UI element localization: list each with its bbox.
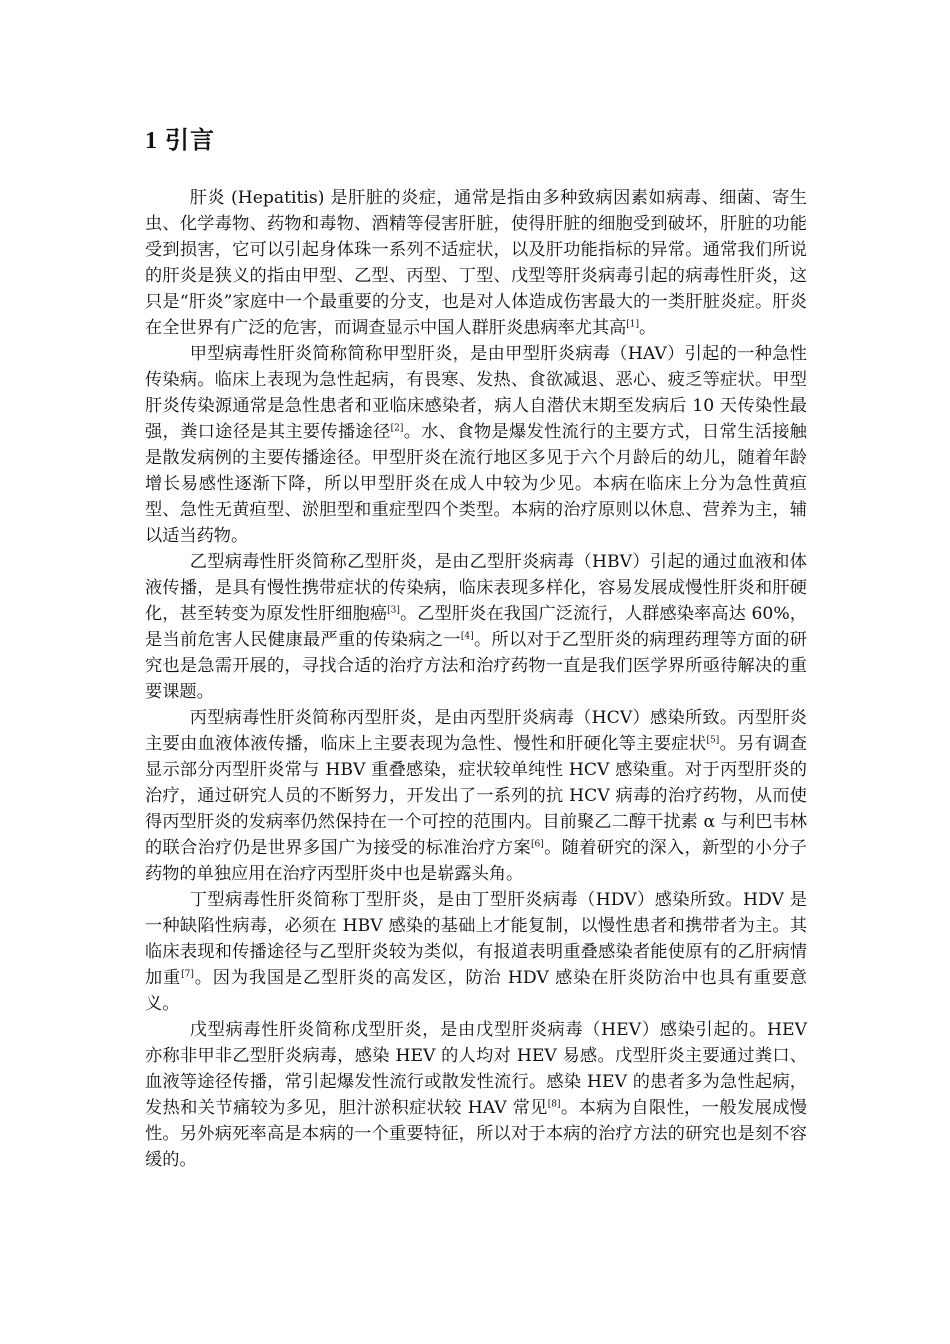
paragraph-hepatitis-overview bbox=[145, 185, 807, 341]
paragraph-text: 。另有调查显示部分丙型肝炎常与 HBV 重叠感染，症状较单纯性 HCV 感染重。对于丙型肝炎的治疗，通过研究人员的不断努力，开发出了一系列的抗 HCV 病毒的治疗药物，从而使得丙型肝炎的发病率仍然保持在一个可控的范围内。目前聚乙二醇干扰素 α 与利巴韦林的联合治疗仍是世界多国广为接受的标准治疗方案 bbox=[145, 734, 807, 858]
paragraph-hepatitis-a bbox=[145, 341, 807, 549]
citation-ref: [5] bbox=[706, 735, 720, 746]
paragraph-text: 戊型病毒性肝炎简称戊型肝炎，是由戊型肝炎病毒（HEV）感染引起的。HEV 亦称非甲非乙型肝炎病毒，感染 HEV 的人均对 HEV 易感。戊型肝炎主要通过粪口、血液等途径传播，常引起爆发性流行或散发性流行。感染 HEV 的患者多为急性起病，发热和关节痛较为多见，胆汁淤积症状较 HAV 常见 bbox=[145, 1020, 807, 1118]
citation-ref: [1] bbox=[626, 319, 640, 330]
paragraph-text: 。因为我国是乙型肝炎的高发区，防治 HDV 感染在肝炎防治中也具有重要意义。 bbox=[145, 968, 807, 1014]
citation-ref: [3] bbox=[387, 605, 400, 616]
paragraph-text: 丙型病毒性肝炎简称丙型肝炎，是由丙型肝炎病毒（HCV）感染所致。丙型肝炎主要由血液体液传播，临床上主要表现为急性、慢性和肝硬化等主要症状 bbox=[145, 708, 807, 754]
paragraph-hepatitis-d bbox=[145, 887, 807, 1017]
paragraph-hepatitis-e bbox=[145, 1017, 807, 1173]
paragraph-text: 。水、食物是爆发性流行的主要方式，日常生活接触是散发病例的主要传播途径。甲型肝炎在流行地区多见于六个月龄后的幼儿，随着年龄增长易感性逐渐下降，所以甲型肝炎在成人中较为少见。本病在临床上分为急性黄疸型、急性无黄疸型、淤胆型和重症型四个类型。本病的治疗原则以休息、营养为主，辅以适当药物。 bbox=[145, 422, 807, 546]
section-heading: 1 引言 bbox=[145, 128, 215, 154]
citation-ref: [7] bbox=[181, 969, 194, 980]
paragraph-text: 甲型病毒性肝炎简称简称甲型肝炎，是由甲型肝炎病毒（HAV）引起的一种急性传染病。临床上表现为急性起病，有畏寒、发热、食欲减退、恶心、疲乏等症状。甲型肝炎传染源通常是急性患者和亚临床感染者，病人自潜伏末期至发病后 10 天传染性最强，粪口途径是其主要传播途径 bbox=[145, 344, 807, 442]
paragraph-text: 。随着研究的深入，新型的小分子药物的单独应用在治疗丙型肝炎中也是崭露头角。 bbox=[145, 838, 807, 884]
citation-ref: [2] bbox=[390, 423, 404, 434]
paragraph-text: 。本病为自限性，一般发展成慢性。另外病死率高是本病的一个重要特征，所以对于本病的治疗方法的研究也是刻不容缓的。 bbox=[145, 1098, 807, 1170]
citation-ref: [6] bbox=[531, 839, 544, 850]
paragraph-hepatitis-c bbox=[145, 705, 807, 887]
citation-ref: [4] bbox=[460, 631, 474, 642]
paragraph-hepatitis-b bbox=[145, 549, 807, 705]
paragraph-text: 。所以对于乙型肝炎的病理药理等方面的研究也是急需开展的，寻找合适的治疗方法和治疗药物一直是我们医学界所亟待解决的重要课题。 bbox=[145, 630, 807, 702]
citation-ref: [8] bbox=[547, 1099, 561, 1110]
paragraph-text: 丁型病毒性肝炎简称丁型肝炎，是由丁型肝炎病毒（HDV）感染所致。HDV 是一种缺陷性病毒，必须在 HBV 感染的基础上才能复制，以慢性患者和携带者为主。其临床表现和传播途径与乙型肝炎较为类似，有报道表明重叠感染者能使原有的乙肝病情加重 bbox=[145, 890, 807, 988]
paragraph-text: 乙型病毒性肝炎简称乙型肝炎，是由乙型肝炎病毒（HBV）引起的通过血液和体液传播，是具有慢性携带症状的传染病，临床表现多样化，容易发展成慢性肝炎和肝硬化，甚至转变为原发性肝细胞癌 bbox=[145, 552, 807, 624]
paragraph-text: 肝炎 (Hepatitis) 是肝脏的炎症，通常是指由多种致病因素如病毒、细菌、寄生虫、化学毒物、药物和毒物、酒精等侵害肝脏，使得肝脏的细胞受到破坏，肝脏的功能受到损害，它可以引起身体珠一系列不适症状，以及肝功能指标的异常。通常我们所说的肝炎是狭义的指由甲型、乙型、丙型、丁型、戊型等肝炎病毒引起的病毒性肝炎，这只是“肝炎”家庭中一个最重要的分支，也是对人体造成伤害最大的一类肝脏炎症。肝炎在全世界有广泛的危害，而调查显示中国人群肝炎患病率尤其高 bbox=[145, 188, 807, 338]
paragraph-text: 。乙型肝炎在我国广泛流行，人群感染率高达 60%，是当前危害人民健康最严重的传染病之一 bbox=[145, 604, 807, 650]
body-text bbox=[145, 185, 807, 1173]
paragraph-text: 。 bbox=[639, 318, 657, 338]
